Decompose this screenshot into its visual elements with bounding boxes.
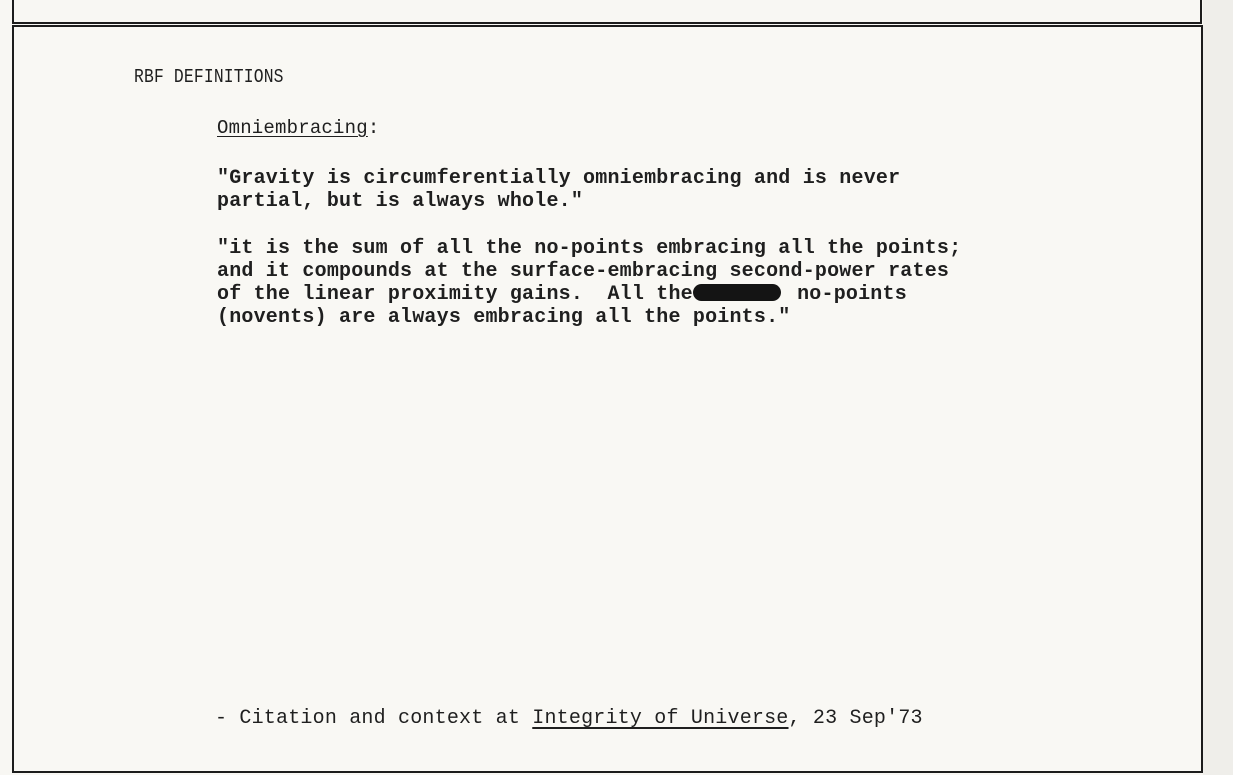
card-heading: RBF DEFINITIONS [134,66,284,88]
term-word: Omniembracing [217,117,368,139]
term-title [217,117,379,139]
page-edge [1203,0,1233,775]
citation-prefix: - Citation and context at [215,707,533,730]
quote1-line2: partial, but is always whole." [217,190,584,213]
citation-date: , 23 Sep'73 [788,707,923,730]
quote2-line1: "it is the sum of all the no-points embracing all the points; [217,237,962,260]
quote2-line3-before: of the linear proximity gains. All the [217,283,693,306]
quote-gravity [217,167,900,213]
redaction-mark [693,284,781,301]
previous-card-border [12,0,1202,24]
quote2-line3-after: no-points [784,283,907,306]
quote2-line4: (novents) are always embracing all the points." [217,306,791,329]
citation-line [215,707,923,730]
quote1-line1: "Gravity is circumferentially omniembracing and is never [217,167,901,190]
definition-card [12,25,1203,773]
quote-no-points [217,237,961,329]
citation-link[interactable]: Integrity of Universe [532,707,789,730]
term-colon: : [367,117,380,139]
quote2-line2: and it compounds at the surface-embracing second-power rates [217,260,950,283]
